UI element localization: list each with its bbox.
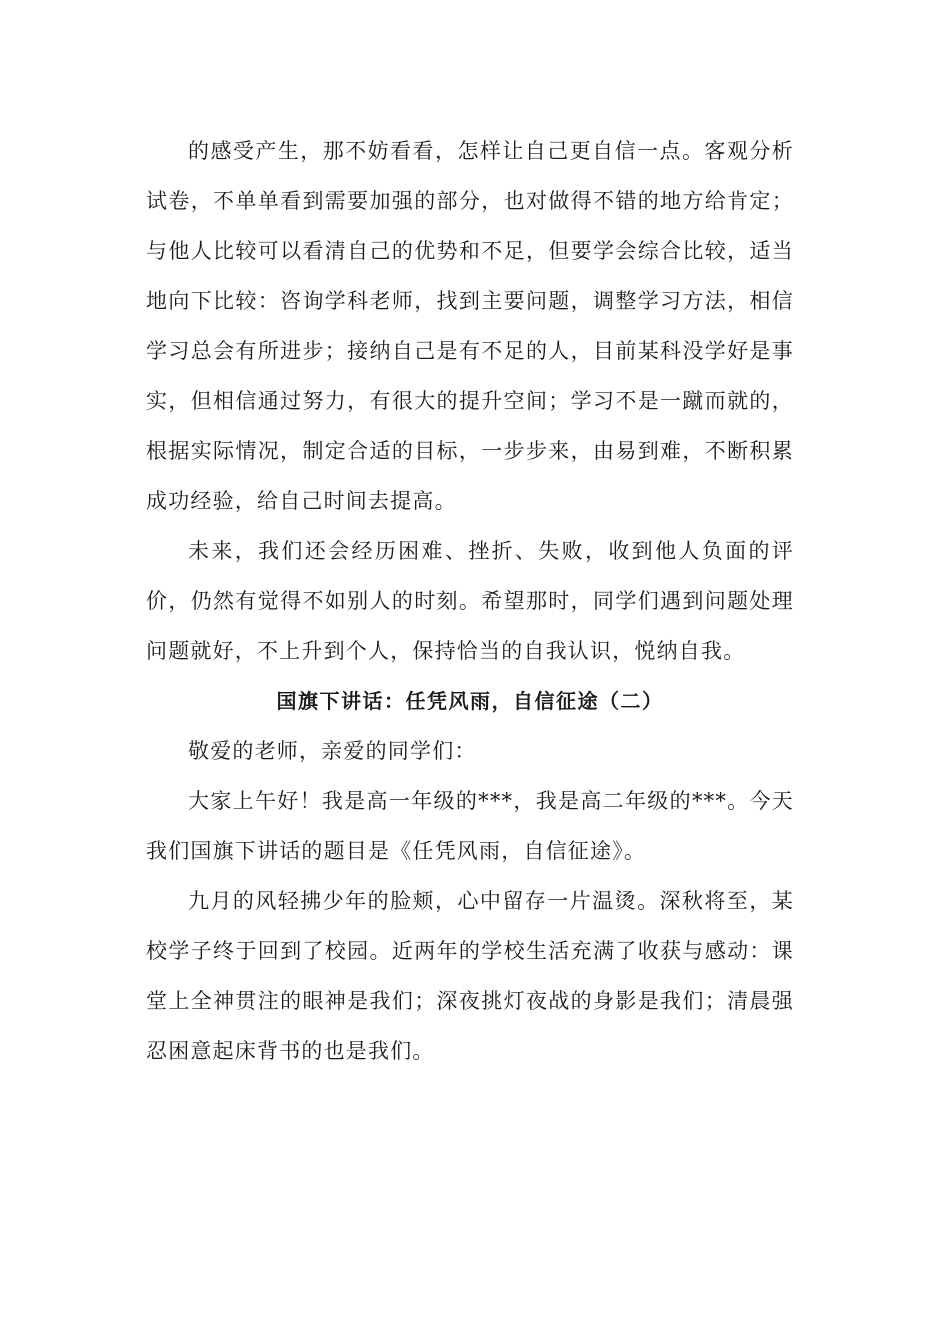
document-body — [146, 126, 794, 1076]
section-title: 国旗下讲话：任凭风雨，自信征途（二） — [276, 689, 664, 713]
paragraph-future-outlook: 未来，我们还会经历困难、挫折、失败，收到他人负面的评价，仍然有觉得不如别人的时刻。希望那时，同学们遇到问题处理问题就好，不上升到个人，保持恰当的自我认识，悦纳自我。 — [146, 539, 794, 663]
paragraph-self-confidence-advice: 的感受产生，那不妨看看，怎样让自己更自信一点。客观分析试卷，不单单看到需要加强的部分，也对做得不错的地方给肯定；与他人比较可以看清自己的优势和不足，但要学会综合比较，适当地向下比较：咨询学科老师，找到主要问题，调整学习方法，相信学习总会有所进步；接纳自己是有不足的人，目前某科没学好是事实，但相信通过努力，有很大的提升空间；学习不是一蹴而就的，根据实际情况，制定合适的目标，一步步来，由易到难，不断积累成功经验，给自己时间去提高。 — [146, 139, 794, 513]
paragraph-september-wind: 九月的风轻拂少年的脸颊，心中留存一片温烫。深秋将至，某校学子终于回到了校园。近两年的学校生活充满了收获与感动：课堂上全神贯注的眼神是我们；深夜挑灯夜战的身影是我们；清晨强忍困意起床背书的也是我们。 — [146, 889, 794, 1063]
paragraph-introduction: 大家上午好！我是高一年级的***，我是高二年级的***。今天我们国旗下讲话的题目是《任凭风雨，自信征途》。 — [146, 789, 794, 863]
greeting: 敬爱的老师，亲爱的同学们： — [188, 739, 477, 763]
